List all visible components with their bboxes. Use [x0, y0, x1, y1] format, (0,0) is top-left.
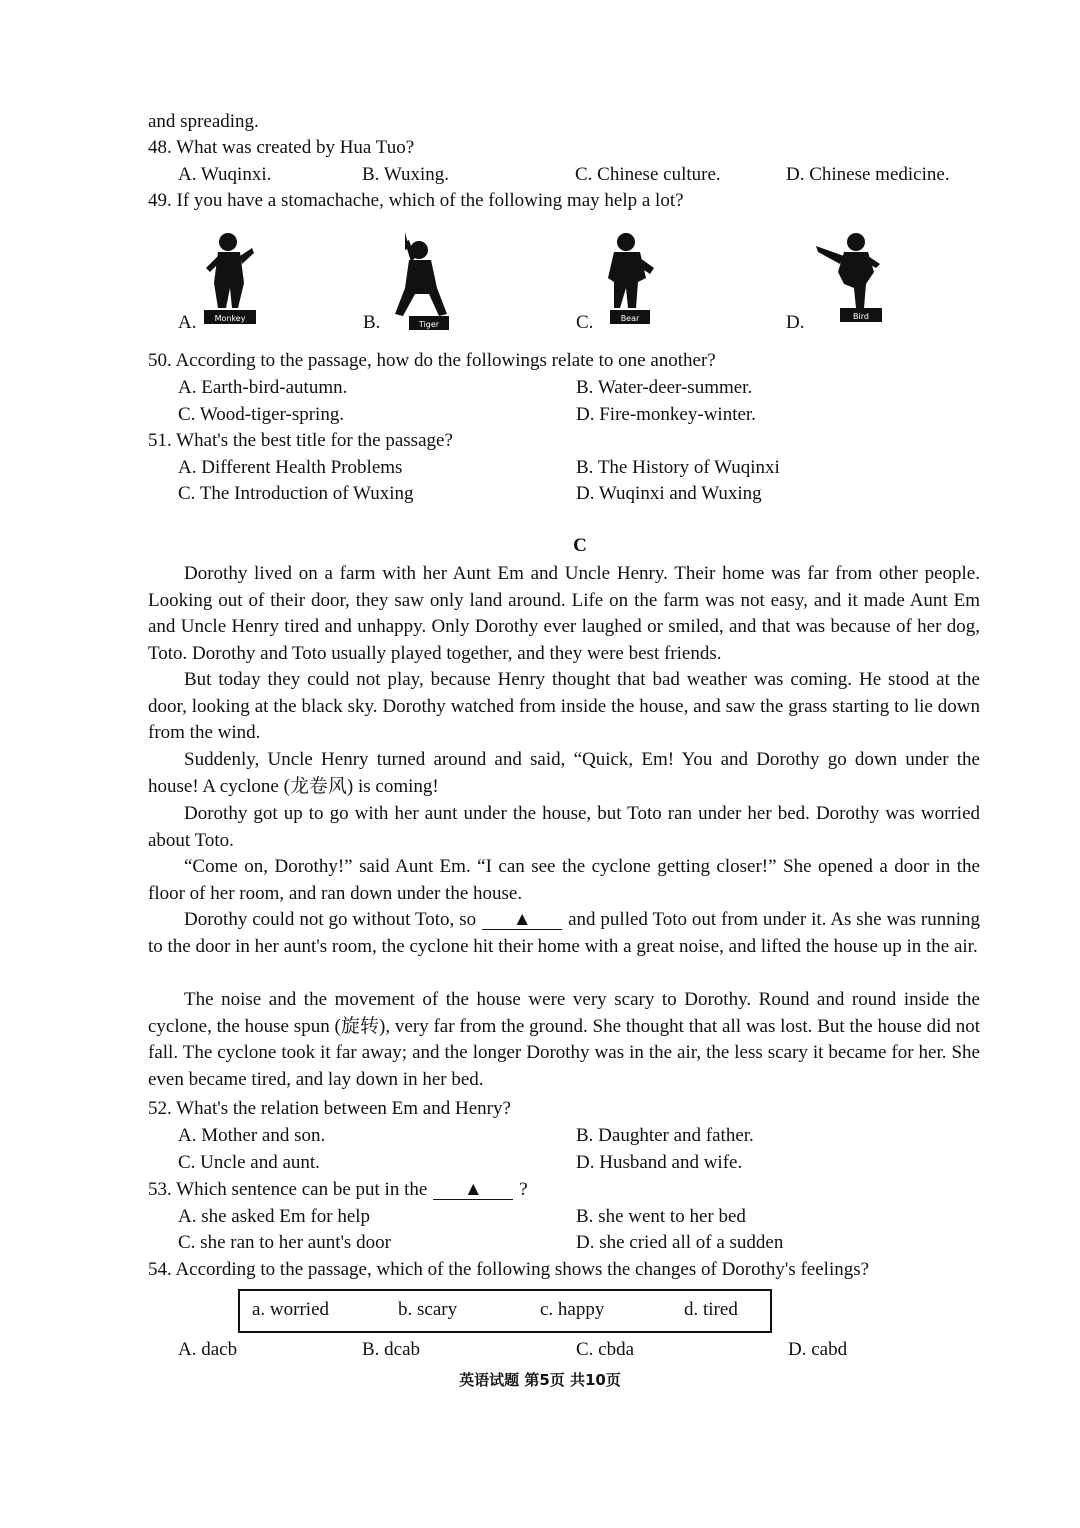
- q51-option-d: D. Wuqinxi and Wuxing: [576, 483, 762, 504]
- figure-letter: A.: [178, 312, 197, 333]
- continued-text: and spreading.: [148, 111, 259, 132]
- q48-option-b: B. Wuxing.: [362, 164, 450, 185]
- feeling-c: c. happy: [540, 1299, 605, 1320]
- figure-label: Bear: [620, 314, 640, 323]
- bear-pose-icon: [598, 228, 658, 328]
- figure-bird: [786, 228, 906, 338]
- figure-letter: D.: [786, 312, 805, 333]
- feeling-d: d. tired: [684, 1299, 738, 1320]
- feelings-box: [238, 1289, 772, 1333]
- figure-letter: C.: [576, 312, 594, 333]
- q53-option-d: D. she cried all of a sudden: [576, 1232, 784, 1253]
- q51-option-a: A. Different Health Problems: [178, 457, 403, 478]
- q48-option-d: D. Chinese medicine.: [786, 164, 950, 185]
- q54-option-d: D. cabd: [788, 1339, 848, 1360]
- q52-option-c: C. Uncle and aunt.: [178, 1152, 320, 1173]
- q51-option-c: C. The Introduction of Wuxing: [178, 483, 414, 504]
- q51-option-b: B. The History of Wuqinxi: [576, 457, 780, 478]
- q48-option-c: C. Chinese culture.: [575, 164, 721, 185]
- bird-pose-icon: [808, 228, 883, 328]
- passage-paragraph-1: Dorothy lived on a farm with her Aunt Em and Uncle Henry. Their home was far from other people. Looking out of their door, they saw only land around. Life on the farm was not easy, and it made Aunt Em and Uncle Henry tired and unhappy. Only Dorothy ever laughed or smiled, and that was because of her dog, Toto. Dorothy and Toto usually played together, and they were best friends.: [148, 563, 980, 664]
- monkey-pose-icon: [200, 228, 260, 328]
- figure-monkey: [178, 228, 298, 338]
- question-49: 49. If you have a stomachache, which of the following may help a lot?: [148, 190, 684, 211]
- q54-option-c: C. cbda: [576, 1339, 635, 1360]
- passage-paragraph-2: But today they could not play, because Henry thought that bad weather was coming. He stood at the door, looking at the black sky. Dorothy watched from inside the house, and saw the grass starting to lie down from the wind.: [148, 669, 980, 744]
- q50-option-b: B. Water-deer-summer.: [576, 377, 753, 398]
- q48-option-a: A. Wuqinxi.: [178, 164, 272, 185]
- q52-option-a: A. Mother and son.: [178, 1125, 326, 1146]
- passage-paragraph-5: “Come on, Dorothy!” said Aunt Em. “I can see the cyclone getting closer!” She opened a door in the floor of her room, and ran down under the house.: [148, 856, 980, 904]
- feeling-a: a. worried: [252, 1299, 330, 1320]
- q54-option-b: B. dcab: [362, 1339, 421, 1360]
- q52-option-b: B. Daughter and father.: [576, 1125, 754, 1146]
- question-50: 50. According to the passage, how do the followings relate to one another?: [148, 350, 716, 371]
- passage-paragraph-3: Suddenly, Uncle Henry turned around and said, “Quick, Em! You and Dorothy go down under the house! A cyclone (龙卷风) is coming!: [148, 749, 980, 797]
- question-52: 52. What's the relation between Em and Henry?: [148, 1098, 511, 1119]
- question-51: 51. What's the best title for the passage?: [148, 430, 453, 451]
- passage-paragraph-6: Dorothy could not go without Toto, so ▲ and pulled Toto out from under it. As she was running to the door in her aunt's room, the cyclone hit their home with a great noise, and lifted the house up in the air.: [148, 909, 981, 957]
- q52-option-d: D. Husband and wife.: [576, 1152, 743, 1173]
- figure-label: Monkey: [214, 314, 246, 323]
- q50-option-c: C. Wood-tiger-spring.: [178, 404, 345, 425]
- page-footer: 英语试题 第5页 共10页: [459, 1371, 621, 1389]
- question-54: 54. According to the passage, which of the following shows the changes of Dorothy's feelings?: [148, 1259, 870, 1280]
- q53-option-a: A. she asked Em for help: [178, 1206, 371, 1227]
- passage-paragraph-4: Dorothy got up to go with her aunt under the house, but Toto ran under her bed. Dorothy was worried about Toto.: [148, 803, 980, 851]
- tiger-pose-icon: [385, 228, 455, 338]
- q53-option-c: C. she ran to her aunt's door: [178, 1232, 391, 1253]
- answer-blank: ▲: [433, 1181, 513, 1200]
- question-48: 48. What was created by Hua Tuo?: [148, 137, 415, 158]
- passage-paragraph-7: The noise and the movement of the house were very scary to Dorothy. Round and round inside the cyclone, the house spun (旋转), very far from the ground. She thought that all was lost. But the house did not fall. The cyclone took it far away; and the longer Dorothy was in the air, the less scary it became for her. She even became tired, and lay down in her bed.: [148, 989, 980, 1090]
- question-53: 53. Which sentence can be put in the ▲ ?: [148, 1179, 528, 1200]
- figure-label: Tiger: [418, 320, 440, 329]
- figure-label: Bird: [853, 312, 869, 321]
- q50-option-d: D. Fire-monkey-winter.: [576, 404, 756, 425]
- figure-tiger: [363, 228, 483, 338]
- figure-bear: [576, 228, 696, 338]
- q53-option-b: B. she went to her bed: [576, 1206, 746, 1227]
- figure-letter: B.: [363, 312, 381, 333]
- answer-blank: ▲: [482, 911, 562, 930]
- feeling-b: b. scary: [398, 1299, 458, 1320]
- q54-option-a: A. dacb: [178, 1339, 238, 1360]
- q50-option-a: A. Earth-bird-autumn.: [178, 377, 348, 398]
- section-title: C: [573, 535, 587, 556]
